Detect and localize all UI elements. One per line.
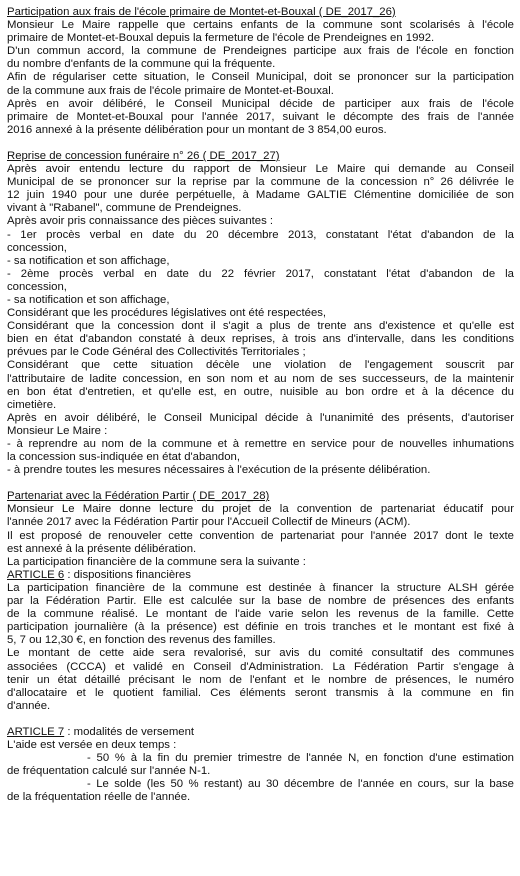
article-6-label: ARTICLE 6 xyxy=(7,568,65,581)
paragraph-line: Le montant de cette aide sera revalorisé, sur avis du comité consultatif des communes xyxy=(7,647,514,660)
paragraph-line: Monsieur Le Maire donne lecture du projet de la convention de partenariat éducatif pour xyxy=(7,503,514,516)
article-7-heading xyxy=(7,726,514,739)
paragraph-line: l'année 2017 avec la Fédération Partir pour l'Accueil Collectif de Mineurs (ACM). xyxy=(7,516,411,529)
section-heading: Participation aux frais de l'école primaire de Montet-et-Bouxal ( DE_2017_26) xyxy=(7,6,396,18)
article-6-title: : dispositions financières xyxy=(64,568,191,581)
paragraph-line: l'attributaire de ladite concession, en son nom et au nom de ses successeurs, de la maintenir xyxy=(7,372,514,385)
paragraph-line: du nombre d'enfants de la commune qui la fréquente. xyxy=(7,58,276,71)
paragraph-line: 2016 annexé à la présente délibération pour un montant de 3 854,00 euros. xyxy=(7,123,387,136)
bullet-continuation: de fréquentation calculé sur l'année N-1. xyxy=(7,765,211,778)
paragraph-line: d'allocataire et le quotient familial. Ces éléments seront transmis à la commune en fin xyxy=(7,686,514,699)
bullet-line: - Le solde (les 50 % restant) au 30 décembre de l'année en cours, sur la base xyxy=(87,778,514,791)
paragraph-line: - sa notification et son affichage, xyxy=(7,293,170,306)
paragraph-line: associées (CCCA) et validé en Conseil d'Administration. La Fédération Partir s'engage à xyxy=(7,660,514,673)
paragraph-line: d'année. xyxy=(7,699,51,712)
paragraph-line: en bon état d'entretien, et qu'elle est, en outre, nuisible au bon ordre et à la décence du xyxy=(7,385,514,398)
paragraph-line: participation journalière (à la présence) est définie en trois tranches et le montant est fixé à xyxy=(7,621,514,634)
paragraph-line: Après en avoir délibéré, le Conseil Municipal décide à l'unanimité des présents, d'autoriser xyxy=(7,411,514,424)
paragraph-line: 12 juin 1940 pour une durée perpétuelle, à Madame GALTIE Clémentine domiciliée de son xyxy=(7,189,514,202)
paragraph-line: - à prendre toutes les mesures nécessaires à l'exécution de la présente délibération. xyxy=(7,464,431,477)
paragraph-line: 5, 7 ou 12,30 €, en fonction des revenus des familles. xyxy=(7,634,276,647)
paragraph-line: de la commune réalisé. Le montant de l'aide varie selon les revenus de la famille. Cette xyxy=(7,608,514,621)
paragraph-line: est annexé à la présente délibération. xyxy=(7,542,197,555)
paragraph-line: La participation financière de la commune sera la suivante : xyxy=(7,555,306,568)
paragraph-line: Monsieur Le Maire : xyxy=(7,424,108,437)
paragraph-line: concession, xyxy=(7,241,67,254)
paragraph-line: concession, xyxy=(7,280,67,293)
paragraph-spacer xyxy=(7,713,514,726)
paragraph-line: Considérant que cette situation décèle une violation de l'engagement souscrit par xyxy=(7,359,514,372)
paragraph-line: Après en avoir délibéré, le Conseil Municipal décide de participer aux frais de l'école xyxy=(7,97,514,110)
paragraph-line: la concession sus-indiquée en état d'abandon, xyxy=(7,451,240,464)
bullet-continuation: de la fréquentation réelle de l'année. xyxy=(7,791,191,804)
paragraph-line: Monsieur Le Maire rappelle que certains enfants de la commune sont scolarisés à l'école xyxy=(7,19,514,32)
paragraph-line: Après avoir entendu lecture du rapport de Monsieur Le Maire qui demande au Conseil xyxy=(7,163,514,176)
section-spacer xyxy=(7,137,514,150)
paragraph-line: prévues par le Code Général des Collectivités Territoriales ; xyxy=(7,346,306,359)
paragraph-line: La participation financière de la commune est destinée à financer la structure ALSH gérée xyxy=(7,581,514,594)
section-heading: Partenariat avec la Fédération Partir ( DE_2017_28) xyxy=(7,490,270,503)
paragraph-line: tenir un état détaillé précisant le nom de l'enfant et le nombre de présences, le numéro xyxy=(7,673,514,686)
paragraph-line: Après avoir pris connaissance des pièces suivantes : xyxy=(7,215,274,228)
section-partenariat-federation xyxy=(7,490,514,804)
article-7-label: ARTICLE 7 xyxy=(7,725,65,738)
paragraph-line: Municipal de se prononcer sur la reprise par la commune de la concession n° 26 délivrée le xyxy=(7,176,514,189)
paragraph-line: - 1er procès verbal en date du 20 décembre 2013, constatant l'état d'abandon de la xyxy=(7,228,514,241)
paragraph-line: Il est proposé de renouveler cette convention de partenariat pour l'année 2017 dont le texte xyxy=(7,529,514,542)
section-heading: Reprise de concession funéraire n° 26 ( DE_2017_27) xyxy=(7,149,280,162)
paragraph-line: Considérant que les procédures législatives ont été respectées, xyxy=(7,307,327,320)
paragraph-line: par la Fédération Partir. Elle est calculée sur la base de nombre de présences des enfants xyxy=(7,595,514,608)
article-7-title: : modalités de versement xyxy=(64,725,195,738)
bullet-line: - 50 % à la fin du premier trimestre de l'année N, en fonction d'une estimation xyxy=(87,752,514,765)
section-spacer xyxy=(7,477,514,490)
paragraph-line: primaire de Montet-et-Bouxal depuis la fermeture de l'école de Prendeignes en 1992. xyxy=(7,32,435,45)
article-6-heading xyxy=(7,569,514,582)
paragraph-line: - à reprendre au nom de la commune et à remettre en service pour de nouvelles inhumations xyxy=(7,438,514,450)
paragraph-line: L'aide est versée en deux temps : xyxy=(7,738,177,751)
paragraph-line: vivant à "Rabanel", commune de Prendeignes. xyxy=(7,202,242,215)
paragraph-line: - 2ème procès verbal en date du 22 février 2017, constatant l'état d'abandon de la xyxy=(7,267,514,280)
paragraph-line: - sa notification et son affichage, xyxy=(7,254,170,267)
section-ecole-primaire xyxy=(7,6,514,137)
paragraph-line: bien en état d'abandon constaté à deux reprises, à trois ans d'intervalle, dans les conditions xyxy=(7,333,514,346)
paragraph-line: D'un commun accord, la commune de Prendeignes participe aux frais de l'école en fonction xyxy=(7,45,514,58)
paragraph-line: de la commune aux frais de l'école primaire de Montet-et-Bouxal. xyxy=(7,84,334,97)
paragraph-line: Considérant que la concession dont il s'agit a plus de trente ans d'existence et qu'elle est xyxy=(7,320,514,333)
paragraph-line: Afin de régulariser cette situation, le Conseil Municipal, doit se prononcer sur la participation xyxy=(7,71,514,84)
paragraph-line: cimetière. xyxy=(7,398,57,411)
section-concession-funeraire xyxy=(7,150,514,477)
paragraph-line: primaire de Montet-et-Bouxal pour l'année 2017, suivant le décompte des frais de l'année xyxy=(7,110,514,123)
